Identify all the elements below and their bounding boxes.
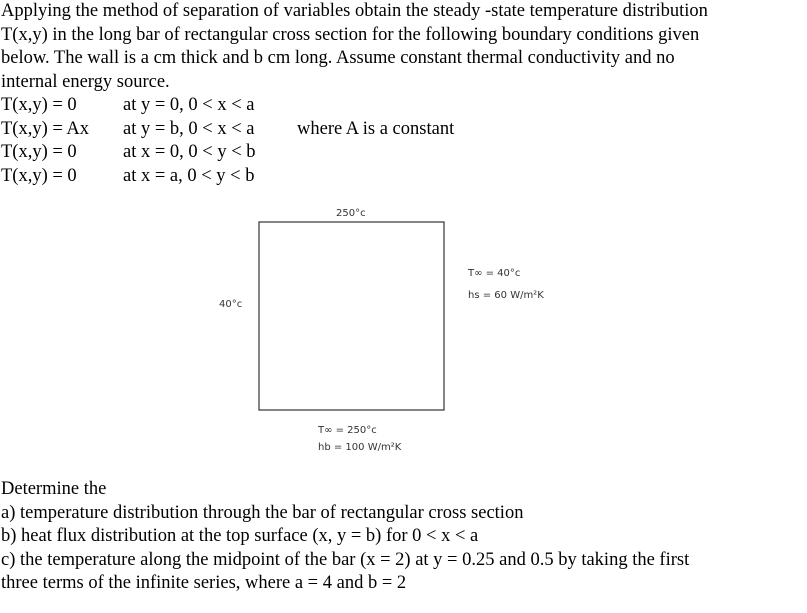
- bc-note: where A is a constant: [297, 118, 455, 139]
- bc-function: T(x,y) = Ax: [1, 118, 90, 139]
- right-heat-coeff-label: hs = 60 W/m²K: [468, 290, 544, 301]
- bc-condition: at y = 0, 0 < x < a: [123, 95, 255, 115]
- bar-cross-section-figure: [0, 190, 807, 470]
- top-boundary-label: 250°c: [336, 208, 366, 219]
- tasks-heading: Determine the: [1, 479, 107, 499]
- task-item: b) heat flux distribution at the top surface (x, y = b) for 0 < x < a: [1, 526, 479, 546]
- intro-line: internal energy source.: [1, 71, 170, 92]
- bottom-ambient-temp-label: T∞ = 250°c: [318, 425, 377, 436]
- bc-function: T(x,y) = 0: [1, 165, 77, 186]
- intro-line: T(x,y) in the long bar of rectangular cross section for the following boundary conditions given: [1, 24, 700, 45]
- task-item: c) the temperature along the midpoint of the bar (x = 2) at y = 0.25 and 0.5 by taking the first: [1, 549, 690, 570]
- task-item: three terms of the infinite series, where a = 4 and b = 2: [1, 573, 407, 593]
- bc-function: T(x,y) = 0: [1, 142, 77, 162]
- bc-condition: at x = a, 0 < y < b: [123, 165, 255, 186]
- figure-canvas: [0, 190, 807, 470]
- bar-cross-section-rect: [259, 222, 444, 410]
- left-boundary-label: 40°c: [219, 299, 243, 310]
- right-ambient-temp-label: T∞ = 40°c: [468, 268, 521, 279]
- bc-condition: at x = 0, 0 < y < b: [123, 142, 256, 162]
- intro-line: below. The wall is a cm thick and b cm long. Assume constant thermal conductivity and no: [1, 48, 675, 68]
- bc-condition: at y = b, 0 < x < a: [123, 118, 255, 139]
- task-item: a) temperature distribution through the bar of rectangular cross section: [1, 502, 524, 523]
- tasks-section: [1, 478, 806, 596]
- intro-line: Applying the method of separation of variables obtain the steady -state temperature distribution: [1, 1, 708, 21]
- bottom-heat-coeff-label: hb = 100 W/m²K: [318, 442, 402, 453]
- bc-function: T(x,y) = 0: [1, 95, 77, 115]
- problem-statement: [1, 0, 801, 94]
